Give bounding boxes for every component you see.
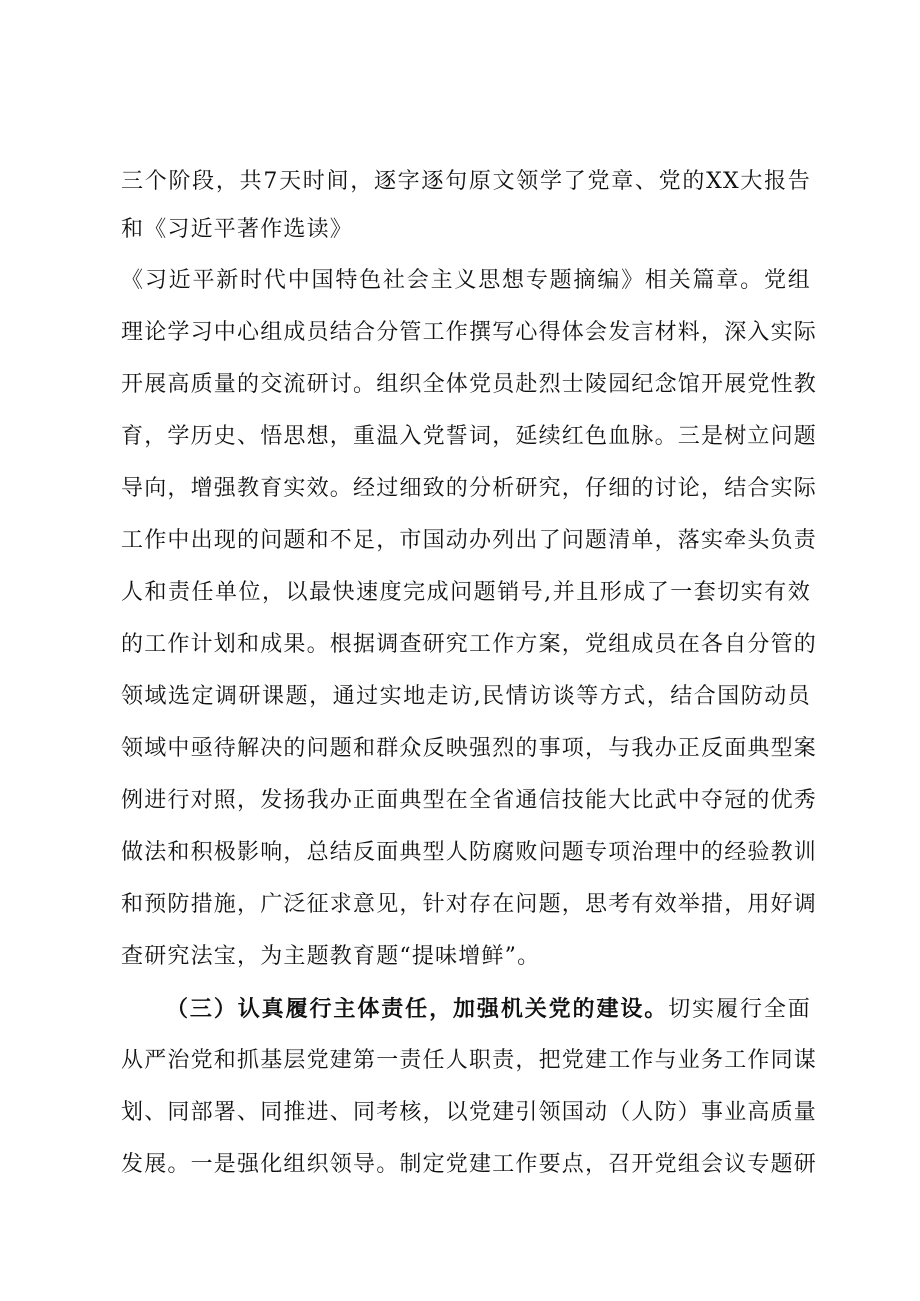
text-line: 例进行对照，发扬我办正面典型在全省通信技能大比武中夺冠的优秀 bbox=[121, 788, 818, 813]
text-line: 育，学历史、悟思想，重温入党誓词，延续红色血脉。三是树立问题 bbox=[121, 424, 818, 449]
section-heading-line bbox=[166, 994, 811, 1025]
text-line: 开展高质量的交流研讨。组织全体党员赴烈士陵园纪念馆开展党性教 bbox=[121, 372, 818, 397]
text-line: 理论学习中心组成员结合分管工作撰写心得体会发言材料，深入实际 bbox=[121, 320, 818, 345]
text-line: 和《习近平著作选读》 bbox=[121, 217, 354, 242]
section-heading-continuation: 切实履行全面 bbox=[668, 997, 812, 1022]
text-line: 《习近平新时代中国特色社会主义思想专题摘编》相关篇章。党组 bbox=[121, 268, 811, 293]
text-line: 人和责任单位，以最快速度完成问题销号,并且形成了一套切实有效 bbox=[121, 580, 811, 605]
text-line: 领域中亟待解决的问题和群众反映强烈的事项，与我办正反面典型案 bbox=[121, 736, 818, 761]
text-line: 和预防措施，广泛征求意见，针对存在问题，思考有效举措，用好调 bbox=[121, 892, 818, 917]
text-line: 查研究法宝，为主题教育题“提味增鲜”。 bbox=[121, 944, 541, 969]
text-line: 发展。一是强化组织领导。制定党建工作要点，召开党组会议专题研 bbox=[121, 1152, 818, 1177]
text-line: 领域选定调研课题，通过实地走访,民情访谈等方式，结合国防动员 bbox=[121, 684, 811, 709]
text-line: 工作中出现的问题和不足，市国动办列出了问题清单，落实牵头负责 bbox=[121, 528, 818, 553]
text-line: 从严治党和抓基层党建第一责任人职责，把党建工作与业务工作同谋 bbox=[121, 1048, 818, 1073]
text-line: 做法和积极影响，总结反面典型人防腐败问题专项治理中的经验教训 bbox=[121, 840, 818, 865]
text-line: 的工作计划和成果。根据调查研究工作方案，党组成员在各自分管的 bbox=[121, 632, 818, 657]
section-heading: （三）认真履行主体责任，加强机关党的建设。 bbox=[166, 996, 669, 1022]
text-line: 导向，增强教育实效。经过细致的分析研究，仔细的讨论，结合实际 bbox=[121, 476, 818, 501]
text-line: 划、同部署、同推进、同考核，以党建引领国动（人防）事业高质量 bbox=[121, 1100, 818, 1125]
text-line: 三个阶段，共7天时间，逐字逐句原文领学了党章、党的XX大报告 bbox=[121, 169, 811, 194]
